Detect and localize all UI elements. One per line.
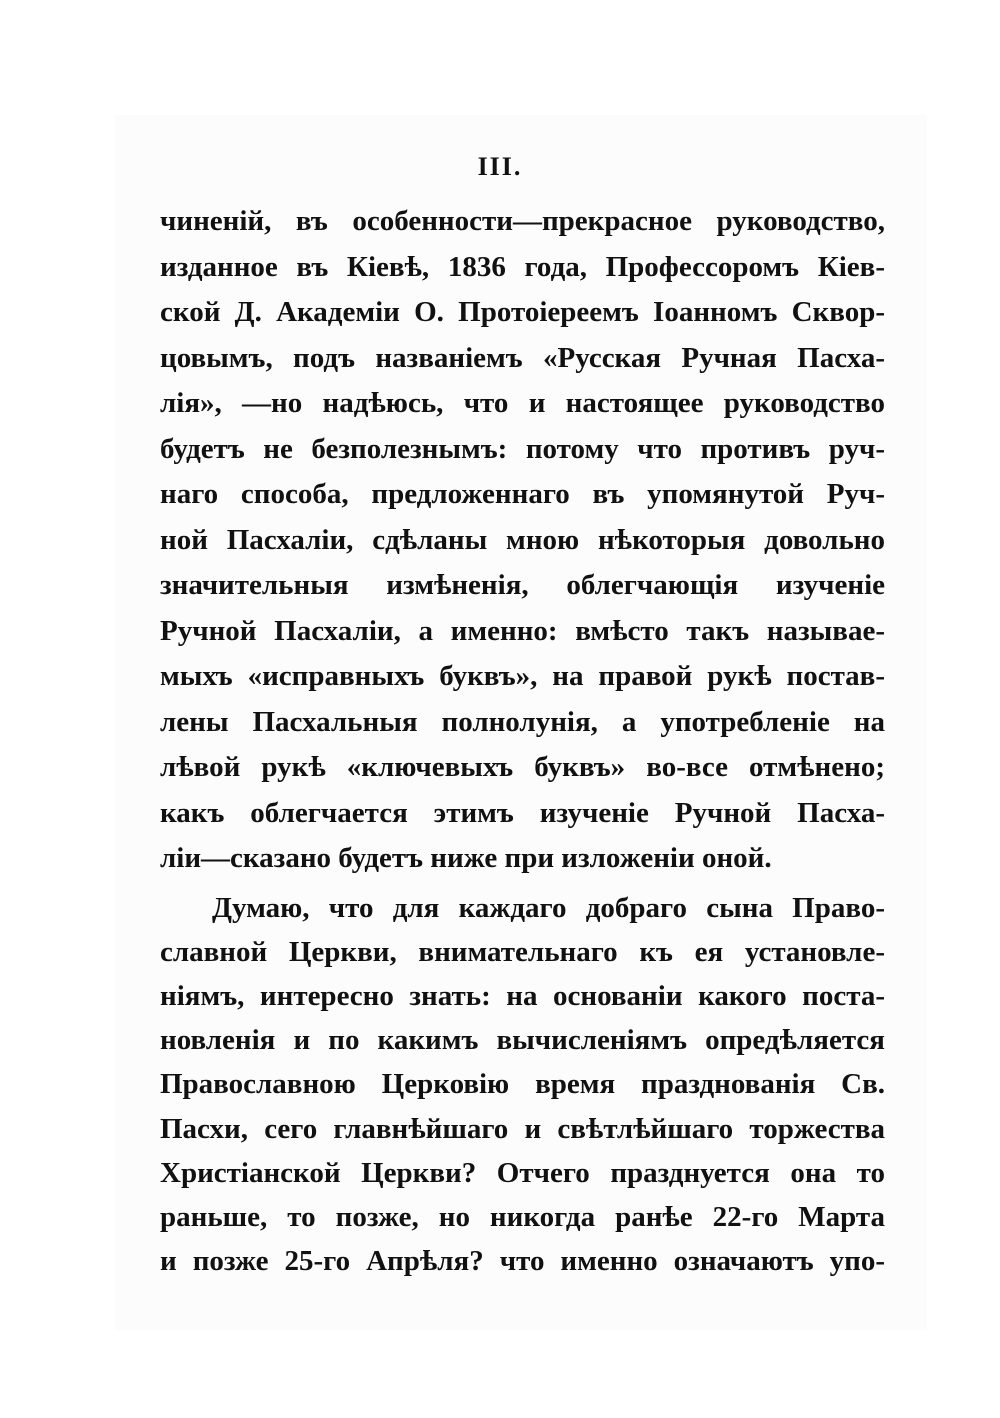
text-line-content: чиненій, въ особенности—прекрасное руководство,: [160, 205, 885, 237]
text-line-content: новленія и по какимъ вычисленіямъ опредѣляется: [160, 1024, 885, 1057]
text-line-content: ской Д. Академіи О. Протоіереемъ Іоанномъ Сквор-: [160, 296, 885, 328]
text-line-content: Думаю, что для каждаго добраго сына Право-: [212, 892, 885, 924]
text-line-content: лѣвой рукѣ «ключевыхъ буквъ» во-все отмѣнено;: [160, 751, 885, 783]
text-line-content: наго способа, предложеннаго въ упомянутой Руч-: [160, 478, 885, 510]
text-line-content: значительныя измѣненія, облегчающія изученіе: [160, 569, 885, 601]
text-line-content: ліи—сказано будетъ ниже при изложеніи оной.: [160, 842, 772, 874]
text-line-content: ніямъ, интересно знать: на основаніи какого поста-: [160, 980, 885, 1013]
text-line-content: изданное въ Кіевѣ, 1836 года, Профессоромъ Кіев-: [160, 250, 885, 283]
text-line-content: славной Церкви, внимательнаго къ ея установле-: [160, 936, 885, 969]
text-line-content: будетъ не безполезнымъ: потому что противъ руч-: [160, 432, 885, 465]
text-line-content: цовымъ, подъ названіемъ «Русская Ручная Пасха-: [160, 341, 885, 374]
text-line-content: Христіанской Церкви? Отчего празднуется она то: [160, 1156, 885, 1189]
text-line-content: какъ облегчается этимъ изученіе Ручной Пасха-: [160, 796, 885, 829]
text-line-content: Ручной Пасхаліи, а именно: вмѣсто такъ называе-: [160, 614, 885, 647]
text-line-content: Православною Церковію время празднованія Св.: [160, 1068, 885, 1101]
text-line-content: лены Пасхальныя полнолунія, а употребленіе на: [160, 705, 885, 738]
page-number: III.: [477, 152, 523, 181]
text-line-content: лія», —но надѣюсь, что и настоящее руководство: [160, 387, 885, 419]
text-line-content: раньше, то позже, но никогда ранѣе 22-го Марта: [160, 1200, 885, 1233]
text-line-content: мыхъ «исправныхъ буквъ», на правой рукѣ постав-: [160, 660, 885, 692]
text-line-content: и позже 25-го Апрѣля? что именно означаютъ упо-: [160, 1244, 885, 1277]
text-line-content: Пасхи, сего главнѣйшаго и свѣтлѣйшаго торжества: [160, 1112, 885, 1145]
text-line-content: ной Пасхаліи, сдѣланы мною нѣкоторыя довольно: [160, 523, 885, 556]
